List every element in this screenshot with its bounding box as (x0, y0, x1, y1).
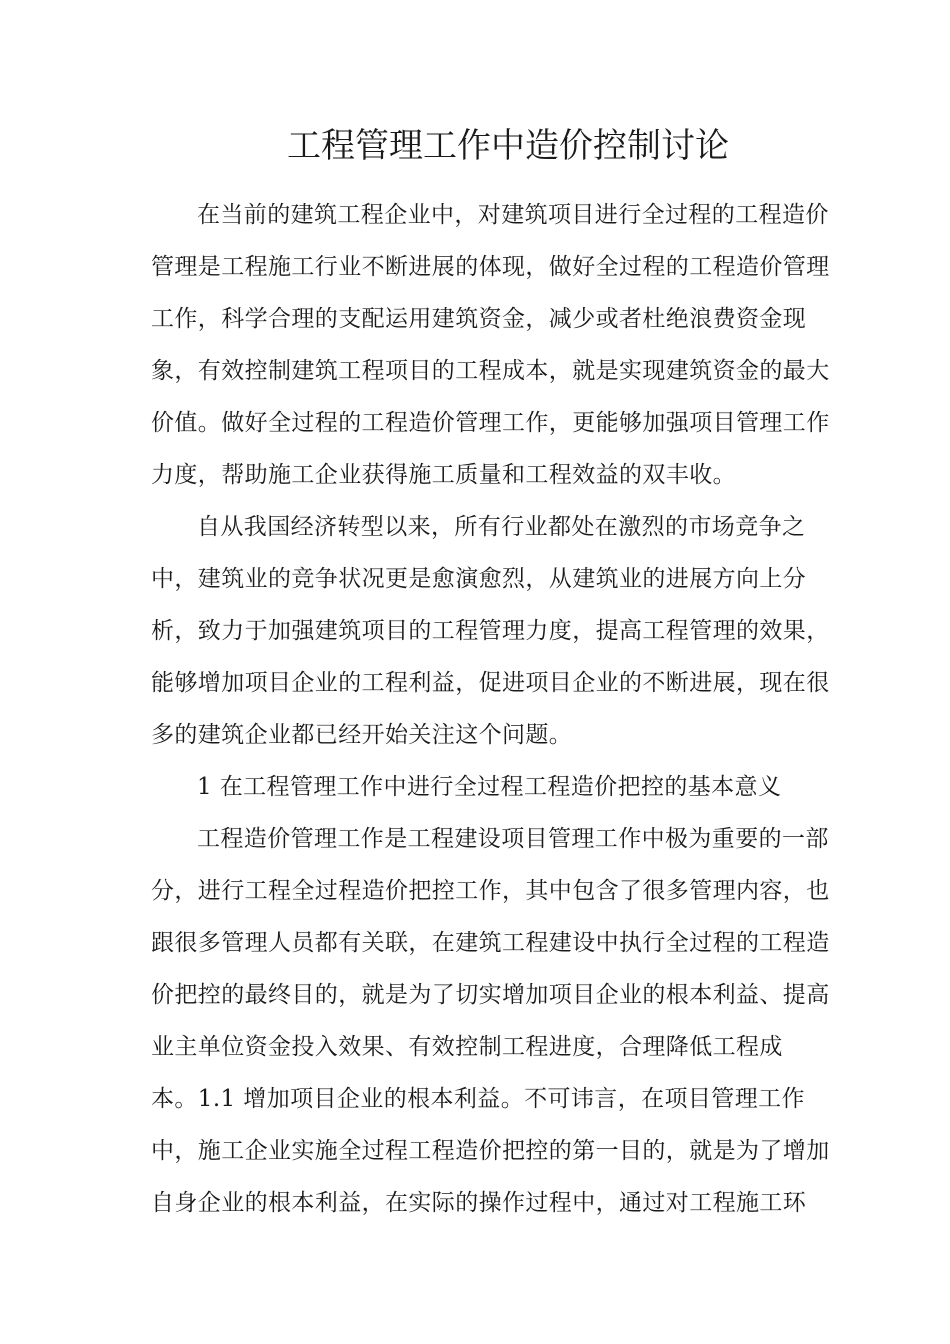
document-title: 工程管理工作中造价控制讨论 (287, 126, 729, 166)
paragraph-line: 价把控的最终目的，就是为了切实增加项目企业的根本利益、提高 (151, 982, 830, 1008)
paragraph-line: 分，进行工程全过程造价把控工作，其中包含了很多管理内容，也 (151, 878, 830, 904)
paragraph-line: 工作，科学合理的支配运用建筑资金，减少或者杜绝浪费资金现 (151, 306, 807, 332)
paragraph-line: 业主单位资金投入效果、有效控制工程进度，合理降低工程成 (151, 1034, 783, 1060)
paragraph-line: 本。1.1 增加项目企业的根本利益。不可讳言，在项目管理工作 (151, 1086, 805, 1112)
paragraph-line: 中，建筑业的竞争状况更是愈演愈烈，从建筑业的进展方向上分 (151, 566, 807, 592)
paragraph-line: 跟很多管理人员都有关联，在建筑工程建设中执行全过程的工程造 (151, 930, 830, 956)
paragraph-line: 中，施工企业实施全过程工程造价把控的第一目的，就是为了增加 (151, 1138, 830, 1164)
paragraph-line: 象，有效控制建筑工程项目的工程成本，就是实现建筑资金的最大 (151, 358, 830, 384)
section-heading: 1 在工程管理工作中进行全过程工程造价把控的基本意义 (197, 774, 782, 800)
paragraph-line: 自身企业的根本利益，在实际的操作过程中，通过对工程施工环 (151, 1190, 807, 1216)
paragraph-line: 力度，帮助施工企业获得施工质量和工程效益的双丰收。 (151, 462, 736, 488)
paragraph-line: 工程造价管理工作是工程建设项目管理工作中极为重要的一部 (197, 826, 829, 852)
paragraph-line: 能够增加项目企业的工程利益，促进项目企业的不断进展，现在很 (151, 670, 830, 696)
paragraph-line: 价值。做好全过程的工程造价管理工作，更能够加强项目管理工作 (151, 410, 830, 436)
paragraph-line: 自从我国经济转型以来，所有行业都处在激烈的市场竞争之 (197, 514, 806, 540)
paragraph-line: 在当前的建筑工程企业中，对建筑项目进行全过程的工程造价 (197, 202, 829, 228)
paragraph-line: 多的建筑企业都已经开始关注这个问题。 (151, 722, 573, 748)
paragraph-line: 析，致力于加强建筑项目的工程管理力度，提高工程管理的效果， (151, 618, 830, 644)
paragraph-line: 管理是工程施工行业不断进展的体现，做好全过程的工程造价管理 (151, 254, 830, 280)
